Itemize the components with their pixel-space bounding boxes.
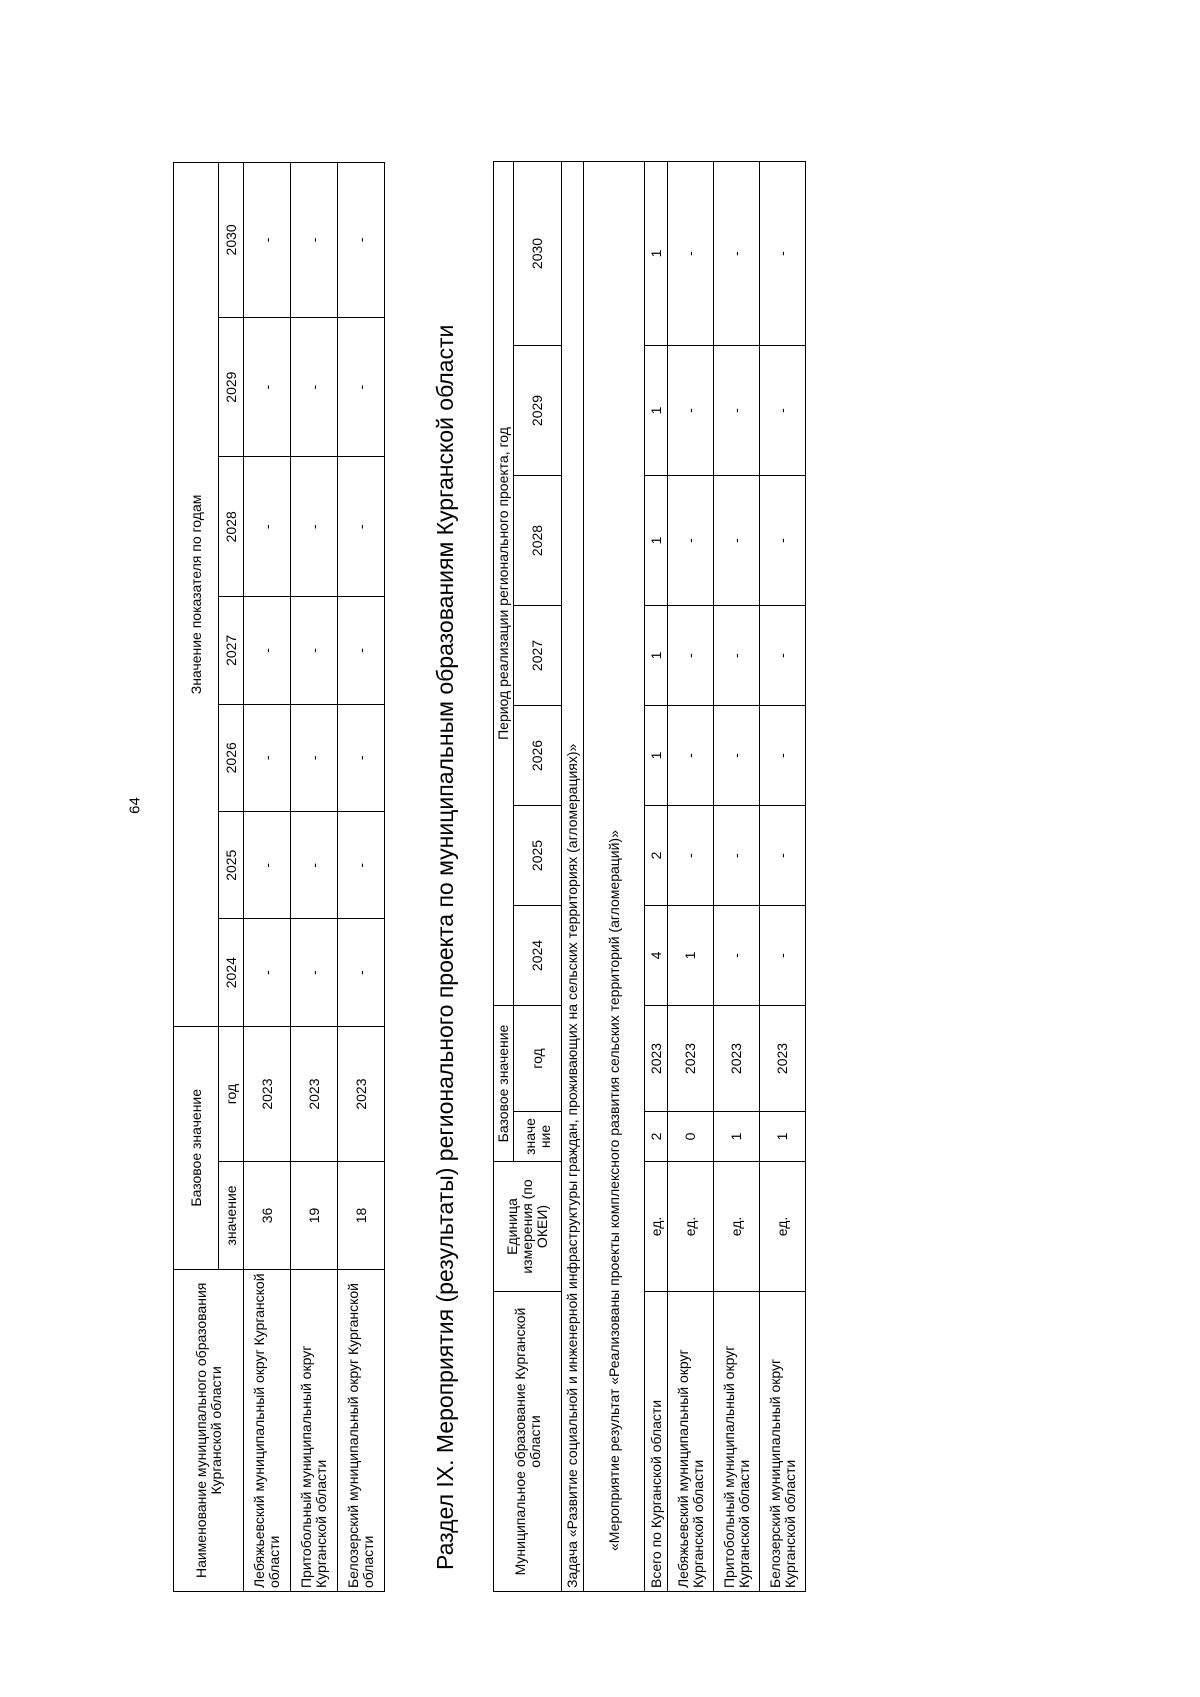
header-municipality: Муниципальное образование Курганской области xyxy=(494,1292,562,1592)
row-base-year: 2023 xyxy=(645,1006,668,1112)
row-cell: - xyxy=(668,476,714,606)
row-cell: - xyxy=(668,606,714,706)
header-year-2028: 2028 xyxy=(514,476,562,606)
header-unit: Единица измерения (по ОКЕИ) xyxy=(494,1162,562,1292)
header-base-value: Базовое значение xyxy=(174,1026,219,1269)
table-row xyxy=(668,161,714,1591)
row-cell: - xyxy=(760,806,806,906)
row-name: Лебяжьевский муниципальный округ Курганской области xyxy=(244,1269,291,1591)
row-cell: - xyxy=(338,597,385,704)
row-cell: 1 xyxy=(645,161,668,345)
regional-project-results-table-wrapper xyxy=(493,162,805,1592)
row-name: Притобольный муниципальный округ Курганской области xyxy=(291,1269,338,1591)
row-cell: - xyxy=(244,457,291,597)
row-cell: - xyxy=(338,812,385,919)
row-cell: - xyxy=(760,906,806,1006)
header-year-2026: 2026 xyxy=(219,704,244,811)
row-cell: - xyxy=(714,606,760,706)
row-cell: - xyxy=(291,919,338,1026)
table-row xyxy=(244,163,291,1592)
header-year: год xyxy=(514,1006,562,1112)
row-name: Притобольный муниципальный округ Курганской области xyxy=(714,1292,760,1592)
header-year-2027: 2027 xyxy=(514,606,562,706)
row-base-value: 0 xyxy=(668,1112,714,1162)
header-year-2030: 2030 xyxy=(219,163,244,318)
table-row xyxy=(760,161,806,1591)
header-year-2029: 2029 xyxy=(219,317,244,457)
row-unit: ед. xyxy=(645,1162,668,1292)
row-cell: - xyxy=(714,806,760,906)
header-year-2024: 2024 xyxy=(514,906,562,1006)
row-cell: 1 xyxy=(645,476,668,606)
row-base-year: 2023 xyxy=(668,1006,714,1112)
row-cell: - xyxy=(714,346,760,476)
event-result-row: «Мероприятие результат «Реализованы проекты комплексного развития сельских территорий (агломераций)» xyxy=(584,161,645,1591)
header-year-2029: 2029 xyxy=(514,346,562,476)
row-cell: - xyxy=(338,457,385,597)
row-cell: - xyxy=(714,476,760,606)
row-cell: - xyxy=(668,806,714,906)
header-project-period: Период реализации регионального проекта, год xyxy=(494,161,514,1005)
row-cell: - xyxy=(668,706,714,806)
header-base-value: Базовое значение xyxy=(494,1006,514,1162)
row-cell: - xyxy=(244,597,291,704)
row-base-year: 2023 xyxy=(760,1006,806,1112)
table-row xyxy=(645,161,668,1591)
row-cell: - xyxy=(244,919,291,1026)
row-cell: - xyxy=(338,163,385,318)
row-base-value: 19 xyxy=(291,1162,338,1269)
row-cell: - xyxy=(668,346,714,476)
row-cell: - xyxy=(244,163,291,318)
row-base-value: 1 xyxy=(760,1112,806,1162)
row-cell: - xyxy=(291,597,338,704)
header-value: значение xyxy=(219,1162,244,1269)
header-year: год xyxy=(219,1026,244,1161)
row-unit: ед. xyxy=(760,1162,806,1292)
row-cell: 1 xyxy=(645,346,668,476)
row-cell: - xyxy=(244,317,291,457)
table-row xyxy=(714,161,760,1591)
row-cell: - xyxy=(760,606,806,706)
row-base-value: 18 xyxy=(338,1162,385,1269)
row-cell: - xyxy=(291,317,338,457)
row-cell: 4 xyxy=(645,906,668,1006)
row-base-value: 36 xyxy=(244,1162,291,1269)
row-name: Белозерский муниципальный округ Курганской области xyxy=(338,1269,385,1591)
row-cell: - xyxy=(714,706,760,806)
row-unit: ед. xyxy=(714,1162,760,1292)
table-row xyxy=(338,163,385,1592)
row-cell: 1 xyxy=(645,706,668,806)
header-year-2028: 2028 xyxy=(219,457,244,597)
row-base-value: 1 xyxy=(714,1112,760,1162)
row-cell: - xyxy=(338,704,385,811)
row-cell: - xyxy=(760,161,806,345)
row-cell: - xyxy=(291,163,338,318)
header-year-2025: 2025 xyxy=(514,806,562,906)
header-year-2027: 2027 xyxy=(219,597,244,704)
row-name: Белозерский муниципальный округ Курганской области xyxy=(760,1292,806,1592)
row-cell: - xyxy=(338,317,385,457)
row-unit: ед. xyxy=(668,1162,714,1292)
task-row: Задача «Развитие социальной и инженерной инфраструктуры граждан, проживающих на сельских территориях (агломерациях)» xyxy=(562,161,584,1591)
row-cell: - xyxy=(338,919,385,1026)
row-cell: - xyxy=(244,812,291,919)
row-base-year: 2023 xyxy=(338,1026,385,1161)
row-cell: - xyxy=(291,457,338,597)
municipal-indicator-table xyxy=(173,162,385,1592)
row-name: Лебяжьевский муниципальный округ Курганской области xyxy=(668,1292,714,1592)
header-year-2025: 2025 xyxy=(219,812,244,919)
row-base-year: 2023 xyxy=(714,1006,760,1112)
header-municipality: Наименование муниципального образования Курганской области xyxy=(174,1269,244,1591)
header-year-2026: 2026 xyxy=(514,706,562,806)
row-cell: - xyxy=(760,346,806,476)
row-cell: - xyxy=(291,812,338,919)
row-cell: - xyxy=(714,906,760,1006)
row-cell: 1 xyxy=(668,906,714,1006)
row-cell: - xyxy=(244,704,291,811)
table-row xyxy=(291,163,338,1592)
section-heading: Раздел IX. Мероприятия (результаты) регионального проекта по муниципальным образованиям Курганской области xyxy=(432,324,458,1570)
regional-project-results-table xyxy=(493,161,806,1592)
municipal-indicator-table-wrapper xyxy=(173,162,385,1592)
row-cell: 1 xyxy=(645,606,668,706)
page-number: 64 xyxy=(126,797,144,814)
header-year-2024: 2024 xyxy=(219,919,244,1026)
header-year-2030: 2030 xyxy=(514,161,562,345)
row-cell: - xyxy=(714,161,760,345)
header-value: значе ние xyxy=(514,1112,562,1162)
row-base-year: 2023 xyxy=(244,1026,291,1161)
header-values-by-years: Значение показателя по годам xyxy=(174,163,219,1027)
row-base-year: 2023 xyxy=(291,1026,338,1161)
row-cell: - xyxy=(668,161,714,345)
row-cell: - xyxy=(760,476,806,606)
row-cell: - xyxy=(760,706,806,806)
row-cell: 2 xyxy=(645,806,668,906)
row-name: Всего по Курганской области xyxy=(645,1292,668,1592)
row-base-value: 2 xyxy=(645,1112,668,1162)
row-cell: - xyxy=(291,704,338,811)
